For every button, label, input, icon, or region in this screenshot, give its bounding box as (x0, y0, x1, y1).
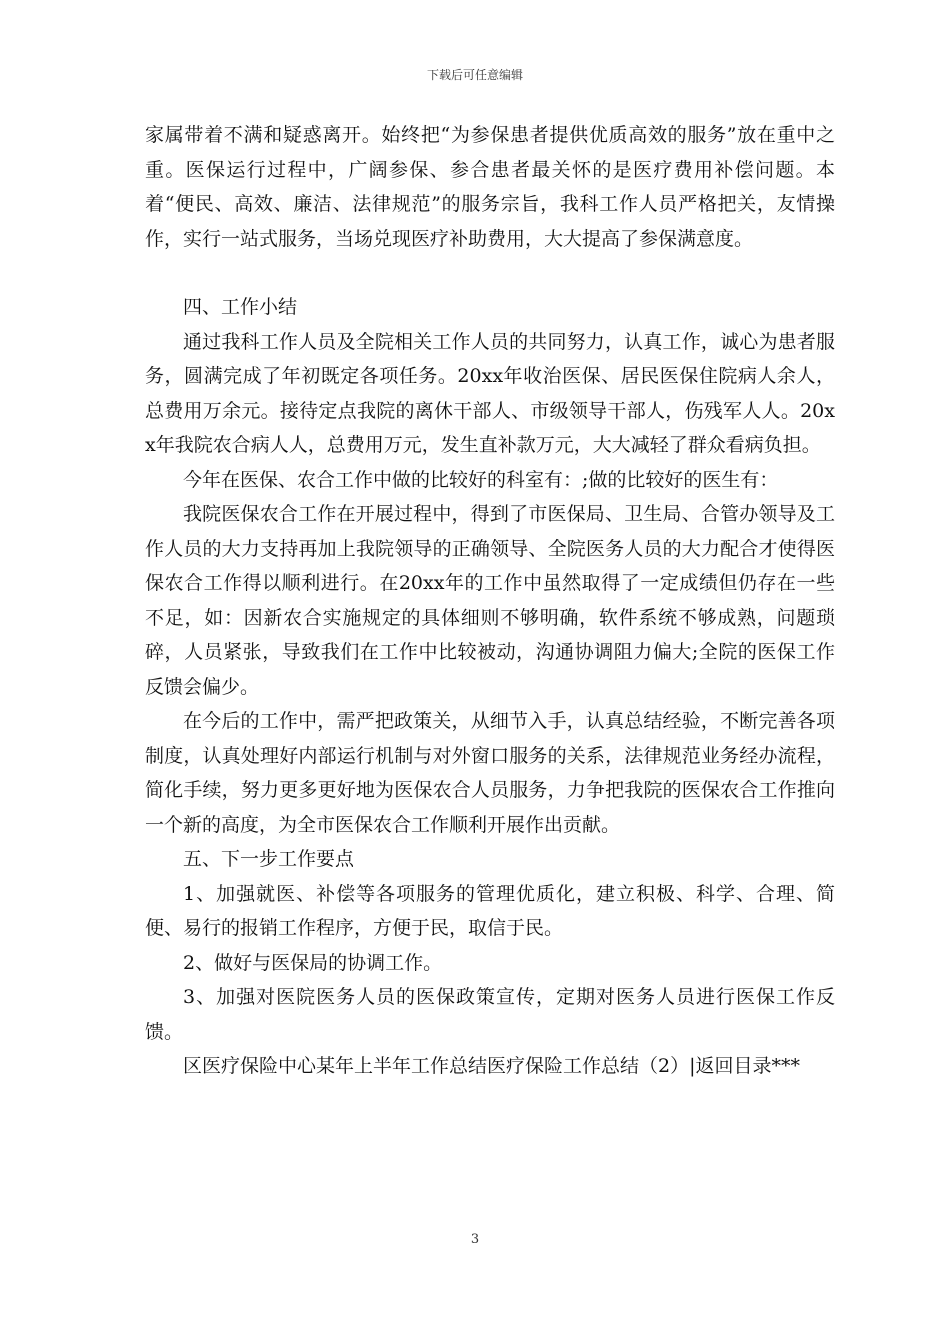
page-header: 下载后可任意编辑 (426, 68, 523, 82)
page-number: 3 (470, 1232, 480, 1247)
list-item: 2、做好与医保局的协调工作。 (183, 951, 443, 974)
paragraph: 今年在医保、农合工作中做的比较好的科室有：;做的比较好的医生有： (183, 468, 779, 491)
paragraph: 通过我科工作人员及全院相关工作人员的共同努力，认真工作，诚心为患者服务，圆满完成了年初既定各项任务。20xx年收治医保、居民医保住院病人余人，总费用万余元。接待定点我院的离休干部人、市级领导干部人，伤残军人人。20xx年我院农合病人人，总费用万元，发生直补款万元，大大减轻了群众看病负担。 (145, 330, 835, 456)
section-heading-summary: 四、工作小结 (183, 296, 298, 318)
paragraph: 在今后的工作中，需严把政策关，从细节入手，认真总结经验，不断完善各项制度，认真处理好内部运行机制与对外窗口服务的关系，法律规范业务经办流程，简化手续，努力更多更好地为医保农合人员服务，力争把我院的医保农合工作推向一个新的高度，为全市医保农合工作顺利开展作出贡献。 (145, 710, 835, 836)
return-to-toc-link[interactable]: 区医疗保险中心某年上半年工作总结医疗保险工作总结（2）|返回目录*** (183, 1055, 800, 1077)
paragraph: 我院医保农合工作在开展过程中，得到了市医保局、卫生局、合管办领导及工作人员的大力支持再加上我院领导的正确领导、全院医务人员的大力配合才使得医保农合工作得以顺利进行。在20xx年的工作中虽然取得了一定成绩但仍存在一些不足，如：因新农合实施规定的具体细则不够明确，软件系统不够成熟，问题琐碎，人员紧张，导致我们在工作中比较被动，沟通协调阻力偏大;全院的医保工作反馈会偏少。 (145, 503, 835, 698)
list-item: 1、加强就医、补偿等各项服务的管理优质化，建立积极、科学、合理、简便、易行的报销工作程序，方便于民，取信于民。 (145, 882, 835, 939)
paragraph-continuation: 家属带着不满和疑惑离开。始终把“为参保患者提供优质高效的服务”放在重中之重。医保运行过程中，广阔参保、参合患者最关怀的是医疗费用补偿问题。本着“便民、高效、廉洁、法律规范”的服务宗旨，我科工作人员严格把关，友情操作，实行一站式服务，当场兑现医疗补助费用，大大提高了参保满意度。 (145, 124, 835, 250)
document-body (145, 118, 835, 1084)
list-item: 3、加强对医院医务人员的医保政策宣传，定期对医务人员进行医保工作反馈。 (145, 986, 835, 1043)
section-heading-next-steps: 五、下一步工作要点 (183, 848, 355, 870)
